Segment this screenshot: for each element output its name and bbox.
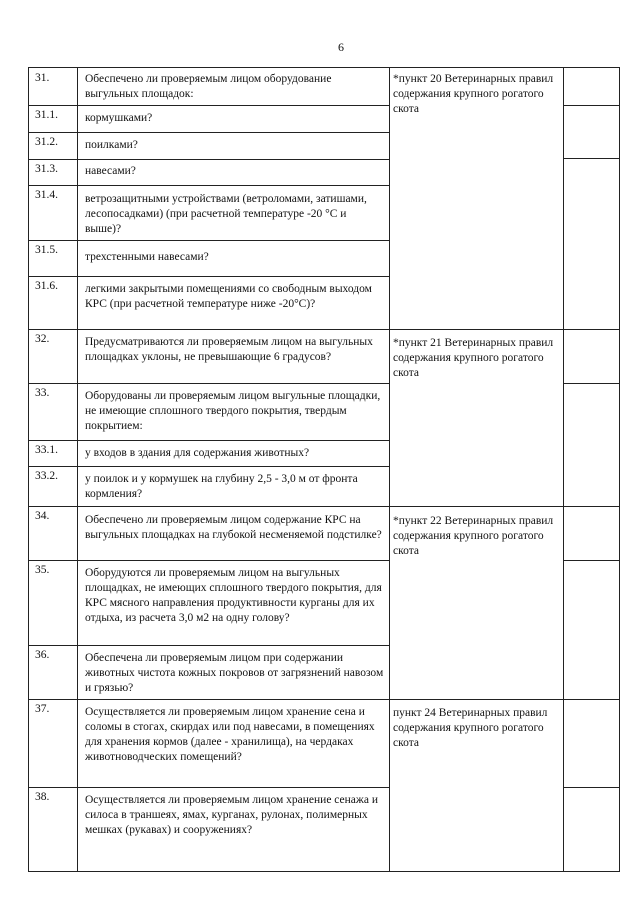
column-divider (389, 68, 390, 871)
question-text: навесами? (85, 165, 136, 177)
row-divider (563, 506, 620, 507)
row-divider (29, 560, 389, 561)
row-divider (29, 466, 389, 467)
column-divider (563, 68, 564, 871)
row-number: 33. (35, 387, 50, 399)
row-divider (29, 699, 563, 700)
row-divider (29, 185, 389, 186)
question-text: Обеспечено ли проверяемым лицом содержание КРС на выгульных площадках на глубокой несменяемой подстилке? (85, 514, 382, 541)
question-text: кормушками? (85, 112, 153, 124)
row-divider (29, 159, 389, 160)
row-divider (563, 560, 620, 561)
row-divider (29, 440, 389, 441)
row-divider (29, 645, 389, 646)
norm-reference: *пункт 21 Ветеринарных правил содержания крупного рогатого скота (393, 337, 554, 379)
row-divider (29, 105, 389, 106)
row-divider (563, 158, 620, 159)
question-text: Оборудованы ли проверяемым лицом выгульные площадки, не имеющие сплошного твердого покрытия, твердым покрытием: (85, 390, 381, 432)
page-number: 6 (338, 40, 344, 54)
row-divider (29, 276, 389, 277)
row-number: 33.1. (35, 444, 58, 456)
row-number: 31.1. (35, 109, 58, 121)
row-divider (563, 699, 620, 700)
question-text: легкими закрытыми помещениями со свободным выходом КРС (при расчетной температуре ниже -20°С)? (85, 283, 372, 310)
row-divider (29, 240, 389, 241)
row-divider (29, 787, 389, 788)
row-number: 32. (35, 333, 50, 345)
row-divider (29, 506, 563, 507)
row-number: 31.4. (35, 189, 58, 201)
norm-reference: *пункт 22 Ветеринарных правил содержания крупного рогатого скота (393, 515, 554, 557)
row-number: 33.2. (35, 470, 58, 482)
row-divider (29, 383, 389, 384)
column-divider (77, 68, 78, 871)
row-number: 37. (35, 703, 50, 715)
row-number: 36. (35, 649, 50, 661)
row-number: 31.6. (35, 280, 58, 292)
question-text: Обеспечено ли проверяемым лицом оборудование выгульных площадок: (85, 73, 332, 100)
checklist-table (28, 67, 620, 872)
question-text: трехстенными навесами? (85, 251, 209, 263)
question-text: Предусматриваются ли проверяемым лицом на выгульных площадках уклоны, не превышающие 6 градусов? (85, 336, 373, 363)
row-divider (29, 329, 563, 330)
row-divider (563, 105, 620, 106)
question-text: Обеспечена ли проверяемым лицом при содержании животных чистота кожных покровов от загрязнений навозом и грязью? (85, 652, 384, 694)
norm-reference: *пункт 20 Ветеринарных правил содержания крупного рогатого скота (393, 73, 554, 115)
row-divider (563, 329, 620, 330)
question-text: ветрозащитными устройствами (ветроломами, затишами, лесопосадками) (при расчетной температуре -20 °С и выше)? (85, 193, 367, 235)
row-divider (563, 787, 620, 788)
question-text: у поилок и у кормушек на глубину 2,5 - 3,0 м от фронта кормления? (85, 473, 358, 500)
row-divider (29, 132, 389, 133)
question-text: у входов в здания для содержания животных? (85, 447, 310, 459)
row-divider (563, 383, 620, 384)
column-divider (619, 68, 620, 871)
question-text: Осуществляется ли проверяемым лицом хранение сена и соломы в стогах, скирдах или под навесами, в помещениях для хранения кормов (далее - хранилища), на чердаках животноводческих помещений? (85, 706, 375, 763)
row-number: 31.2. (35, 136, 58, 148)
row-number: 35. (35, 564, 50, 576)
row-number: 31.3. (35, 163, 58, 175)
norm-reference: пункт 24 Ветеринарных правил содержания крупного рогатого скота (393, 707, 548, 749)
row-number: 34. (35, 510, 50, 522)
question-text: поилками? (85, 139, 138, 151)
row-number: 31. (35, 72, 50, 84)
question-text: Оборудуются ли проверяемым лицом на выгульных площадках, не имеющих сплошного твердого покрытия, для КРС мясного направления продуктивности курганы для их отдыха, из расчета 3,0 м2 на одну голову? (85, 567, 382, 624)
question-text: Осуществляется ли проверяемым лицом хранение сенажа и силоса в траншеях, ямах, курганах, рулонах, полимерных мешках (рукавах) и сооружениях? (85, 794, 378, 836)
row-number: 31.5. (35, 244, 58, 256)
row-number: 38. (35, 791, 50, 803)
